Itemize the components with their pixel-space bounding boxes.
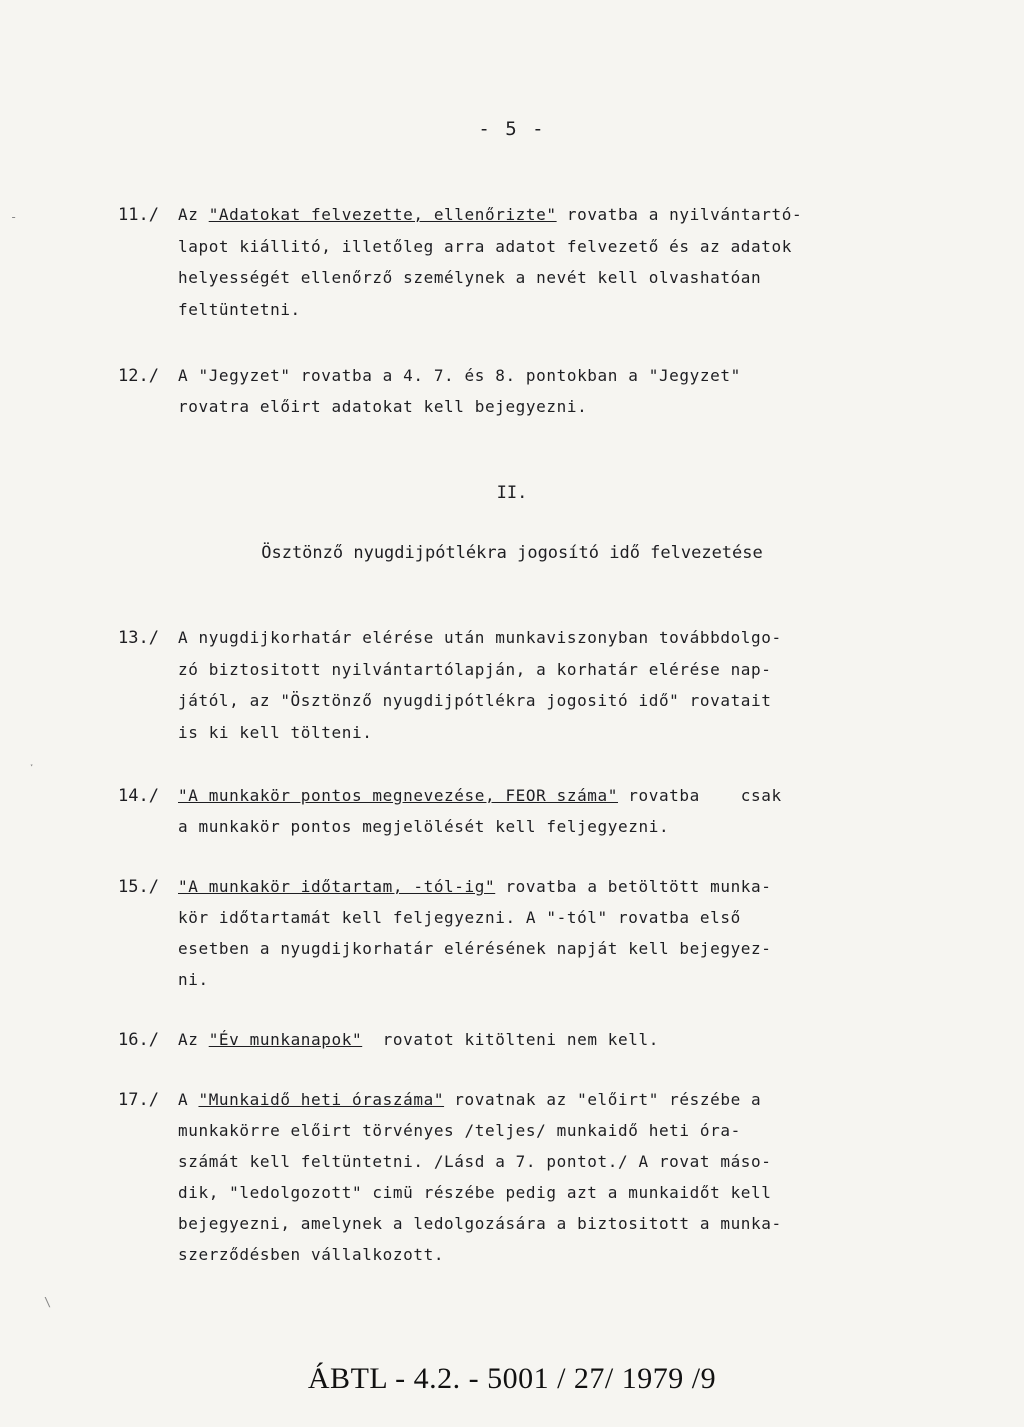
paragraph-line: számát kell feltüntetni. /Lásd a 7. pontot./ A rovat máso-	[178, 1152, 772, 1171]
paragraph-line: helyességét ellenőrző személynek a nevét kell olvashatóan	[178, 268, 762, 287]
paragraph-line	[178, 1090, 761, 1109]
paragraph-line: rovatra előirt adatokat kell bejegyezni.	[178, 397, 588, 416]
paragraph-number: 12./	[118, 366, 159, 386]
scan-speck: -	[10, 210, 18, 224]
paragraph-line: A nyugdijkorhatár elérése után munkaviszonyban továbbdolgo-	[178, 628, 782, 647]
paragraph-line: a munkakör pontos megjelölését kell feljegyezni.	[178, 817, 670, 836]
paragraph-line: A "Jegyzet" rovatba a 4. 7. és 8. pontokban a "Jegyzet"	[178, 366, 741, 385]
paragraph-line: esetben a nyugdijkorhatár elérésének napját kell bejegyez-	[178, 939, 772, 958]
underlined-field-name: "Adatokat felvezette, ellenőrizte"	[208, 205, 557, 224]
paragraph-line: kör időtartamát kell feljegyezni. A "-tól" rovatba első	[178, 908, 741, 927]
paragraph-line: feltüntetni.	[178, 299, 301, 319]
line-text: rovatba a betöltött munka-	[495, 877, 772, 896]
underlined-field-name: "Munkaidő heti óraszáma"	[198, 1090, 445, 1109]
paragraph-number: 16./	[118, 1030, 159, 1050]
paragraph-line	[178, 877, 772, 896]
page-number: - 5 -	[478, 118, 546, 140]
scan-speck: ˑ	[28, 760, 36, 774]
paragraph-line: jától, az "Ösztönző nyugdijpótlékra jogositó idő" rovatait	[178, 691, 772, 710]
line-text: Az	[178, 1030, 209, 1049]
paragraph-number: 13./	[118, 628, 159, 648]
section-number: II.	[496, 483, 528, 503]
paragraph-line: ni.	[178, 970, 209, 989]
paragraph-number: 15./	[118, 877, 159, 897]
line-text: rovatba csak	[618, 786, 782, 805]
paragraph-line: zó biztositott nyilvántartólapján, a korhatár elérése nap-	[178, 659, 772, 679]
archive-footer: ÁBTL - 4.2. - 5001 / 27/ 1979 /9	[307, 1362, 717, 1395]
underlined-field-name: "Év munkanapok"	[208, 1030, 363, 1049]
underlined-field-name: "A munkakör pontos megnevezése, FEOR száma"	[178, 786, 619, 805]
underlined-field-name: "A munkakör időtartam, -tól-ig"	[178, 877, 496, 896]
paragraph-line: munkakörre előirt törvényes /teljes/ munkaidő heti óra-	[178, 1121, 741, 1140]
paragraph-number: 17./	[118, 1090, 159, 1110]
line-text: Az	[178, 205, 209, 224]
paragraph-line	[178, 1030, 659, 1049]
paragraph-number: 14./	[118, 786, 159, 806]
paragraph-line: dik, "ledolgozott" cimü részébe pedig azt a munkaidőt kell	[178, 1183, 772, 1202]
paragraph-line: bejegyezni, amelynek a ledolgozására a biztositott a munka-	[178, 1214, 782, 1233]
paragraph-number: 11./	[118, 205, 159, 225]
paragraph-line: is ki kell tölteni.	[178, 722, 373, 742]
paragraph-line	[178, 786, 782, 805]
line-text: rovatot kitölteni nem kell.	[362, 1030, 659, 1049]
scan-speck: \	[44, 1295, 52, 1309]
line-text: rovatnak az "előirt" részébe a	[444, 1090, 762, 1109]
paragraph-line	[178, 205, 802, 224]
paragraph-line: lapot kiállitó, illetőleg arra adatot felvezető és az adatok	[178, 236, 792, 256]
section-title: Ösztönző nyugdijpótlékra jogosító idő felvezetése	[261, 543, 763, 563]
line-text: rovatba a nyilvántartó-	[556, 205, 803, 224]
line-text: A	[178, 1090, 199, 1109]
paragraph-line: szerződésben vállalkozott.	[178, 1245, 445, 1264]
